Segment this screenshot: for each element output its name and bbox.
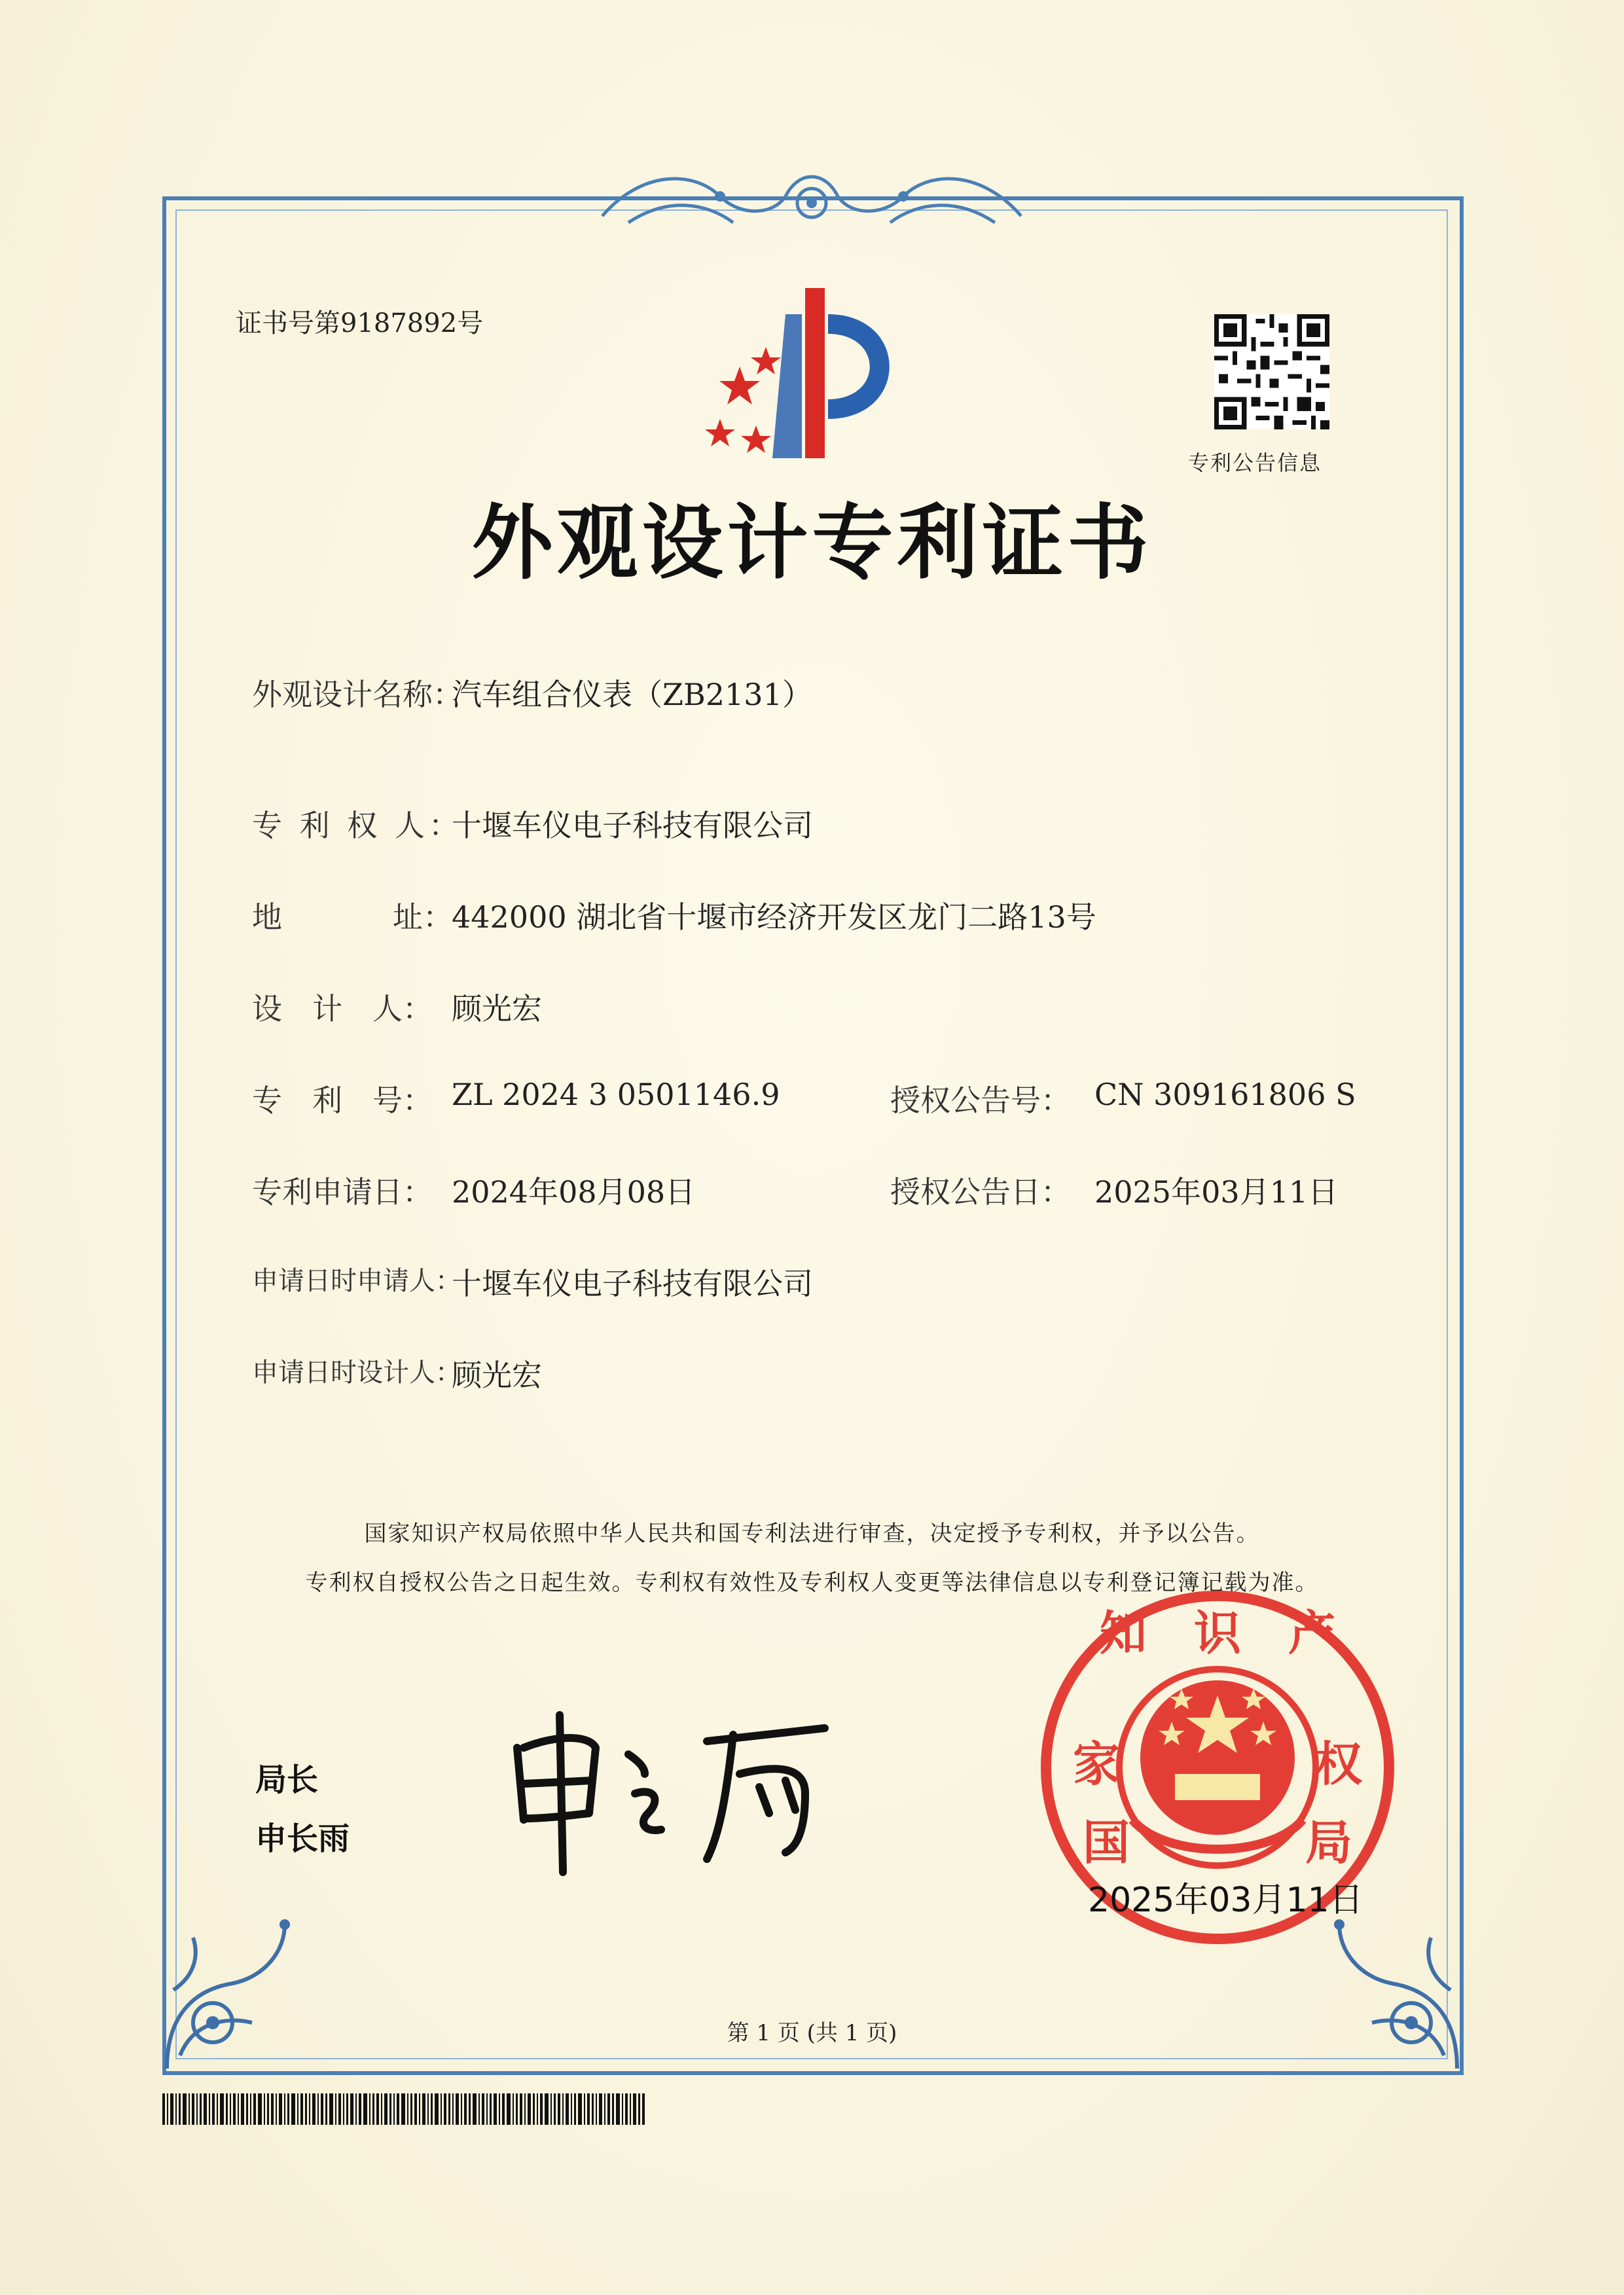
designer-at-filing-value: 顾光宏 bbox=[452, 1358, 542, 1393]
patent-number-label: 专 利 号： bbox=[252, 1083, 433, 1118]
svg-text:权: 权 bbox=[1314, 1737, 1363, 1792]
designer-at-filing-label: 申请日时设计人： bbox=[252, 1358, 461, 1388]
address-label-first: 地 bbox=[252, 899, 282, 935]
grant-publication-date-label: 授权公告日： bbox=[890, 1174, 1071, 1210]
notice-line-1: 国家知识产权局依照中华人民共和国专利法进行审查，决定授予专利权，并予以公告。 bbox=[364, 1521, 1260, 1547]
patent-number-value: ZL 2024 3 0501146.9 bbox=[452, 1077, 780, 1112]
design-name-label: 外观设计名称： bbox=[252, 677, 463, 712]
notice-line-2: 专利权自授权公告之日起生效。专利权有效性及专利权人变更等法律信息以专利登记簿记载为准。 bbox=[305, 1570, 1319, 1596]
filing-date-value: 2024年08月08日 bbox=[452, 1174, 696, 1210]
filing-date-label: 专利申请日： bbox=[252, 1174, 433, 1210]
top-ornament bbox=[589, 157, 1034, 242]
svg-text:国: 国 bbox=[1082, 1815, 1130, 1870]
grant-publication-date-value: 2025年03月11日 bbox=[1094, 1174, 1339, 1210]
handwritten-signature bbox=[497, 1702, 838, 1879]
svg-text:局: 局 bbox=[1305, 1815, 1353, 1870]
signatory-title: 局长 bbox=[255, 1762, 319, 1798]
cnipa-logo-icon bbox=[694, 288, 929, 478]
applicant-at-filing-value: 十堰车仪电子科技有限公司 bbox=[452, 1266, 813, 1301]
patentee-label: 专 利 权 人： bbox=[252, 808, 463, 843]
corner-ornament-bottom-left bbox=[154, 1911, 304, 2075]
qr-code-icon[interactable] bbox=[1214, 314, 1329, 429]
designer-value: 顾光宏 bbox=[452, 991, 542, 1026]
grant-publication-number-label: 授权公告号： bbox=[890, 1083, 1071, 1118]
barcode-icon bbox=[162, 2093, 647, 2125]
certificate-number: 证书号第9187892号 bbox=[236, 308, 484, 338]
svg-text:家: 家 bbox=[1072, 1737, 1121, 1792]
patentee-value: 十堰车仪电子科技有限公司 bbox=[452, 808, 813, 843]
grant-publication-number-value: CN 309161806 S bbox=[1094, 1077, 1356, 1112]
designer-label: 设 计 人： bbox=[252, 991, 433, 1026]
signatory-name: 申长雨 bbox=[255, 1820, 350, 1857]
design-name-value: 汽车组合仪表（ZB2131） bbox=[452, 677, 812, 712]
seal-date: 2025年03月11日 bbox=[1088, 1881, 1363, 1920]
address-label-second: 址： bbox=[393, 899, 453, 935]
address-value: 442000 湖北省十堰市经济开发区龙门二路13号 bbox=[452, 899, 1096, 935]
certificate-title: 外观设计专利证书 bbox=[471, 496, 1153, 590]
svg-text:知 识 产: 知 识 产 bbox=[1099, 1606, 1336, 1661]
page-number: 第 1 页 (共 1 页) bbox=[727, 2020, 897, 2046]
qr-label: 专利公告信息 bbox=[1188, 450, 1322, 475]
applicant-at-filing-label: 申请日时申请人： bbox=[252, 1266, 461, 1296]
